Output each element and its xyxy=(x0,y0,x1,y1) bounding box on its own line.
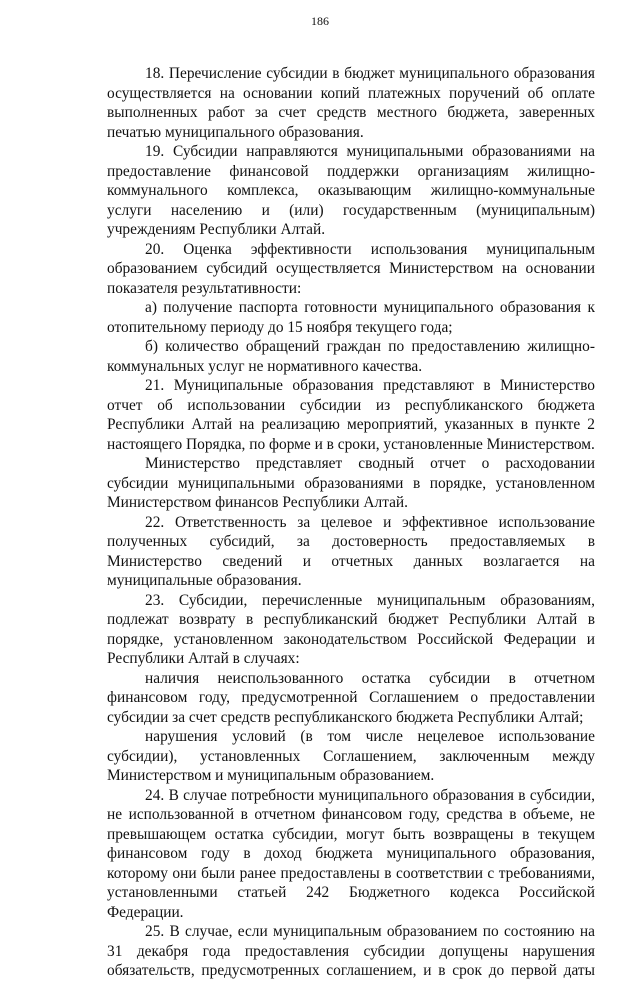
paragraph-22: 22. Ответственность за целевое и эффективное использование полученных субсидий, за достоверность предоставляемых в Министерство сведений и отчетных данных возлагается на муниципальные образования. xyxy=(107,513,595,589)
paragraph-23-case-1: наличия неиспользованного остатка субсидии в отчетном финансовом году, предусмотренной Соглашением о предоставлении субсидии за счет средств республиканского бюджета Республики Алтай; xyxy=(107,669,595,726)
paragraph-24: 24. В случае потребности муниципального образования в субсидии, не использованной в отчетном финансовом году, средства в объеме, не превышающем остатка субсидии, могут быть возвращены в текущем финансовом году в доход бюджета муниципального образования, которому они были ранее предоставлены в соответствии с требованиями, установленными статьей 242 Бюджетного кодекса Российской Федерации. xyxy=(107,786,595,921)
paragraph-21-report: Министерство представляет сводный отчет о расходовании субсидии муниципальными образованиями в порядке, установленном Министерством финансов Республики Алтай. xyxy=(107,455,595,511)
paragraph-23-case-2: нарушения условий (в том числе нецелевое использование субсидии), установленных Соглашением, заключенным между Министерством и муниципальным образованием. xyxy=(107,728,595,784)
page-number: 186 xyxy=(311,14,329,28)
paragraph-20: 20. Оценка эффективности использования муниципальным образованием субсидий осуществляется Министерством на основании показателя результативности: xyxy=(107,240,595,297)
paragraph-21: 21. Муниципальные образования представляют в Министерство отчет об использовании субсидии из республиканского бюджета Республики Алтай на реализацию мероприятий, указанных в пункте 2 настоящего Порядка, по форме и в сроки, установленные Министерством. xyxy=(107,377,595,453)
paragraph-23: 23. Субсидии, перечисленные муниципальным образованиям, подлежат возврату в республиканский бюджет Республики Алтай в порядке, установленном законодательством Российской Федерации и Республики Алтай в случаях: xyxy=(107,591,595,667)
paragraph-25: 25. В случае, если муниципальным образованием по состоянию на 31 декабря года предоставления субсидии допущены нарушения обязательств, предусмотренных соглашением, и в срок до первой даты xyxy=(107,923,595,979)
paragraph-20-b: б) количество обращений граждан по предоставлению жилищно-коммунальных услуг не нормативного качества. xyxy=(107,338,595,375)
paragraph-18: 18. Перечисление субсидии в бюджет муниципального образования осуществляется на основании копий платежных поручений об оплате выполненных работ за счет средств местного бюджета, заверенных печатью муниципального образования. xyxy=(107,65,595,141)
document-body xyxy=(107,64,595,981)
paragraph-19: 19. Субсидии направляются муниципальными образованиями на предоставление финансовой поддержки организациям жилищно-коммунального комплекса, оказывающим жилищно-коммунальные услуги населению и (или) государственным (муниципальным) учреждениям Республики Алтай. xyxy=(107,143,595,238)
paragraph-20-a: а) получение паспорта готовности муниципального образования к отопительному периоду до 15 ноября текущего года; xyxy=(107,299,595,336)
